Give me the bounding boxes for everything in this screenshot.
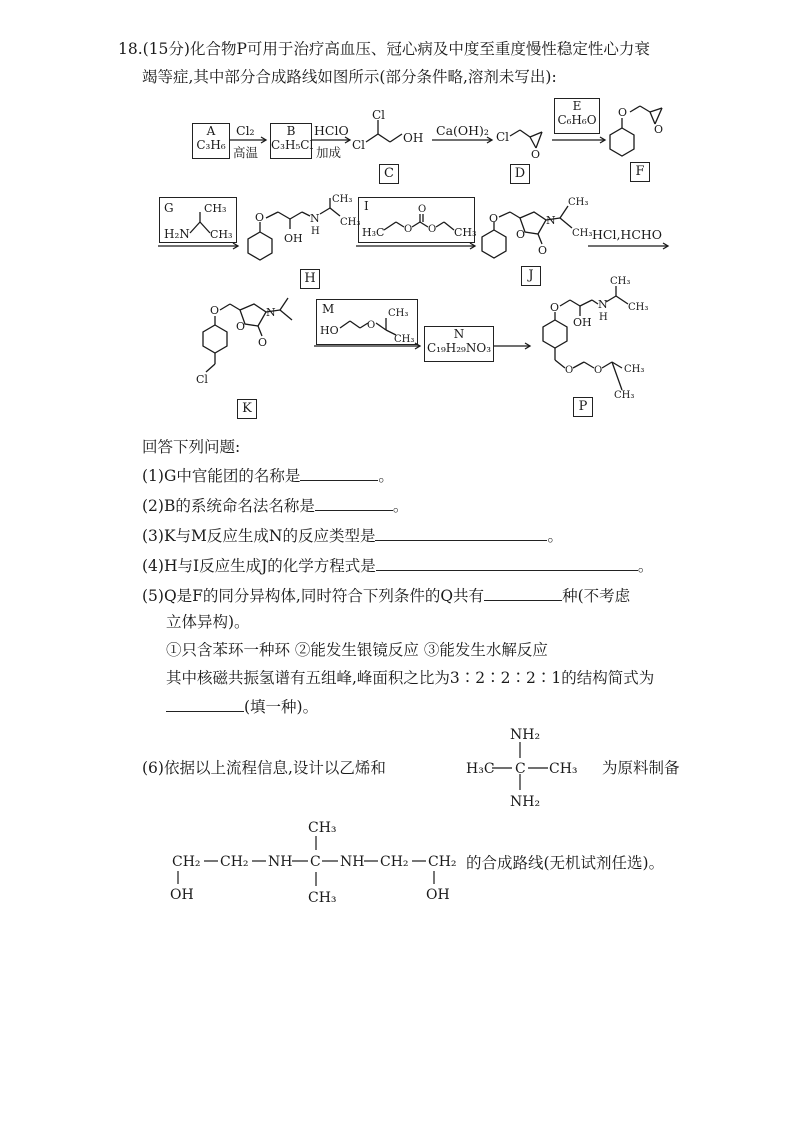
label-C: C [379, 164, 399, 184]
compound-P-h: H [599, 312, 608, 323]
compound-M-right: CH₃ [394, 334, 415, 345]
compound-F-o1: O [618, 106, 628, 119]
compound-A-name: A [206, 124, 216, 138]
compound-E-formula: C₆H₆O [557, 113, 597, 127]
compound-I-name: I [364, 199, 369, 213]
compound-H-ch3-b: CH₃ [340, 217, 361, 228]
compound-K-cl: Cl [196, 373, 208, 386]
q5-fill-text: (填一种)。 [244, 698, 319, 716]
compound-F-o2: O [654, 123, 664, 136]
q1-end: 。 [378, 467, 394, 485]
compound-I-o2: O [418, 204, 427, 215]
label-P: P [573, 397, 593, 417]
compound-C-oh: OH [403, 131, 424, 145]
compound-P-o1: O [550, 301, 560, 314]
question-header-line2: 竭等症,其中部分合成路线如图所示(部分条件略,溶剂未写出): [142, 68, 557, 86]
q6-text-a: (6)依据以上流程信息,设计以乙烯和 [142, 759, 386, 777]
compound-M-ch3-a: CH₃ [388, 308, 409, 319]
arrow1-reagent: Cl₂ [236, 123, 255, 138]
q6-s2-ch2-b: CH₂ [220, 854, 249, 870]
compound-I-o3: O [428, 224, 437, 235]
compound-B-name: B [286, 124, 296, 138]
arrow2-condition: 加成 [316, 145, 342, 160]
compound-J-n: N [546, 214, 556, 227]
compound-P-o2: O [565, 365, 574, 376]
compound-J-ch3-b: CH₃ [572, 228, 593, 239]
compound-M-left: HO [320, 324, 339, 337]
q4-end: 。 [637, 557, 654, 575]
q3-text: (3)K与M反应生成N的反应类型是 [142, 527, 376, 545]
compound-P-ch3-d: CH₃ [614, 390, 635, 401]
compound-G-ch3-top: CH₃ [204, 202, 227, 215]
q2-text: (2)B的系统命名法名称是 [142, 497, 315, 515]
compound-H-ch3-a: CH₃ [332, 194, 353, 205]
q5-end: 种(不考虑 [562, 587, 631, 605]
compound-A-formula: C₃H₆ [196, 138, 226, 152]
q1-text: (1)G中官能团的名称是 [142, 467, 301, 485]
compound-M-o: O [367, 320, 376, 331]
compound-D-o: O [531, 148, 541, 161]
q6-s2-ch2-a: CH₂ [172, 854, 201, 870]
compound-K-o1: O [210, 304, 220, 317]
compound-B-formula: C₃H₅Cl [271, 138, 314, 152]
q6-s1-h3c: H₃C [466, 761, 495, 777]
compound-P-oh: OH [573, 316, 592, 329]
compound-P-n: N [598, 298, 608, 311]
q2-end: 。 [392, 497, 409, 515]
label-H: H [300, 269, 320, 289]
compound-M-name: M [322, 302, 335, 316]
compound-N-name: N [453, 327, 465, 341]
compound-H-h: H [311, 226, 320, 237]
arrow-hcl-reagent: HCl,HCHO [592, 227, 663, 242]
compound-D-cl: Cl [496, 130, 510, 144]
compound-G-name: G [164, 201, 174, 215]
compound-P-ch3-c: CH₃ [624, 364, 645, 375]
compound-P-o3: O [594, 365, 603, 376]
q6-text-b: 为原料制备 [602, 759, 680, 777]
q6-s2-c: C [310, 854, 321, 870]
compound-H-o: O [255, 211, 265, 224]
q5-nmr: 其中核磁共振氢谱有五组峰,峰面积之比为3∶2∶2∶2∶1的结构简式为 [166, 669, 655, 687]
compound-J-o1: O [489, 212, 499, 225]
q6-s2-ch3-top: CH₃ [308, 820, 337, 836]
compound-H-oh: OH [284, 232, 303, 245]
q5-line2: 立体异构)。 [166, 613, 250, 631]
q3-end: 。 [547, 527, 563, 545]
arrow1-condition: 高温 [233, 145, 259, 160]
q6-s1-nh2-top: NH₂ [510, 727, 541, 743]
arrow3-reagent: Ca(OH)₂ [436, 123, 489, 138]
compound-N-formula: C₁₉H₂₉NO₃ [426, 341, 492, 355]
compound-G-ch3-right: CH₃ [210, 228, 233, 241]
compound-J-ch3-a: CH₃ [568, 197, 589, 208]
compound-J-o2: O [516, 228, 526, 241]
compound-G-amine: H₂N [164, 227, 190, 241]
compound-P-ch3-a: CH₃ [610, 276, 631, 287]
q6-s2-oh-b: OH [426, 887, 450, 903]
compound-K-o3: O [258, 336, 268, 349]
q6-s2-ch2-d: CH₂ [428, 854, 457, 870]
q6-end-text: 的合成路线(无机试剂任选)。 [466, 854, 665, 872]
compound-I-o1: O [404, 224, 413, 235]
label-D: D [510, 164, 530, 184]
compound-E-name: E [572, 99, 582, 113]
q6-s2-nh-b: NH [340, 854, 365, 870]
label-K: K [237, 399, 257, 419]
compound-P-ch3-b: CH₃ [628, 302, 649, 313]
arrow2-reagent: HClO [314, 123, 349, 138]
compound-K-o2: O [236, 320, 246, 333]
q6-s1-ch3: CH₃ [549, 761, 578, 777]
q6-s2-nh-a: NH [268, 854, 293, 870]
q5-text: (5)Q是F的同分异构体,同时符合下列条件的Q共有 [142, 587, 485, 605]
label-F: F [630, 162, 650, 182]
q6-s2-ch2-c: CH₂ [380, 854, 409, 870]
q6-s1-c: C [515, 761, 526, 777]
compound-J-o3: O [538, 244, 548, 257]
q6-s1-nh2-bottom: NH₂ [510, 794, 541, 810]
questions-intro: 回答下列问题: [142, 438, 241, 456]
q4-text: (4)H与I反应生成J的化学方程式是 [142, 557, 376, 575]
label-J: J [521, 266, 541, 286]
compound-C-cl2: Cl [372, 108, 386, 122]
compound-I-left: H₃C [362, 226, 385, 239]
compound-C-cl1: Cl [352, 138, 366, 152]
question-header-line1: 18.(15分)化合物P可用于治疗高血压、冠心病及中度至重度慢性稳定性心力衰 [118, 40, 650, 58]
compound-H-n: N [310, 212, 320, 225]
q6-s2-oh-a: OH [170, 887, 194, 903]
compound-K-n: N [266, 306, 276, 319]
compound-I-right: CH₃ [454, 226, 477, 239]
q6-s2-ch3-bottom: CH₃ [308, 890, 337, 906]
q5-conditions: ①只含苯环一种环 ②能发生银镜反应 ③能发生水解反应 [166, 641, 548, 659]
